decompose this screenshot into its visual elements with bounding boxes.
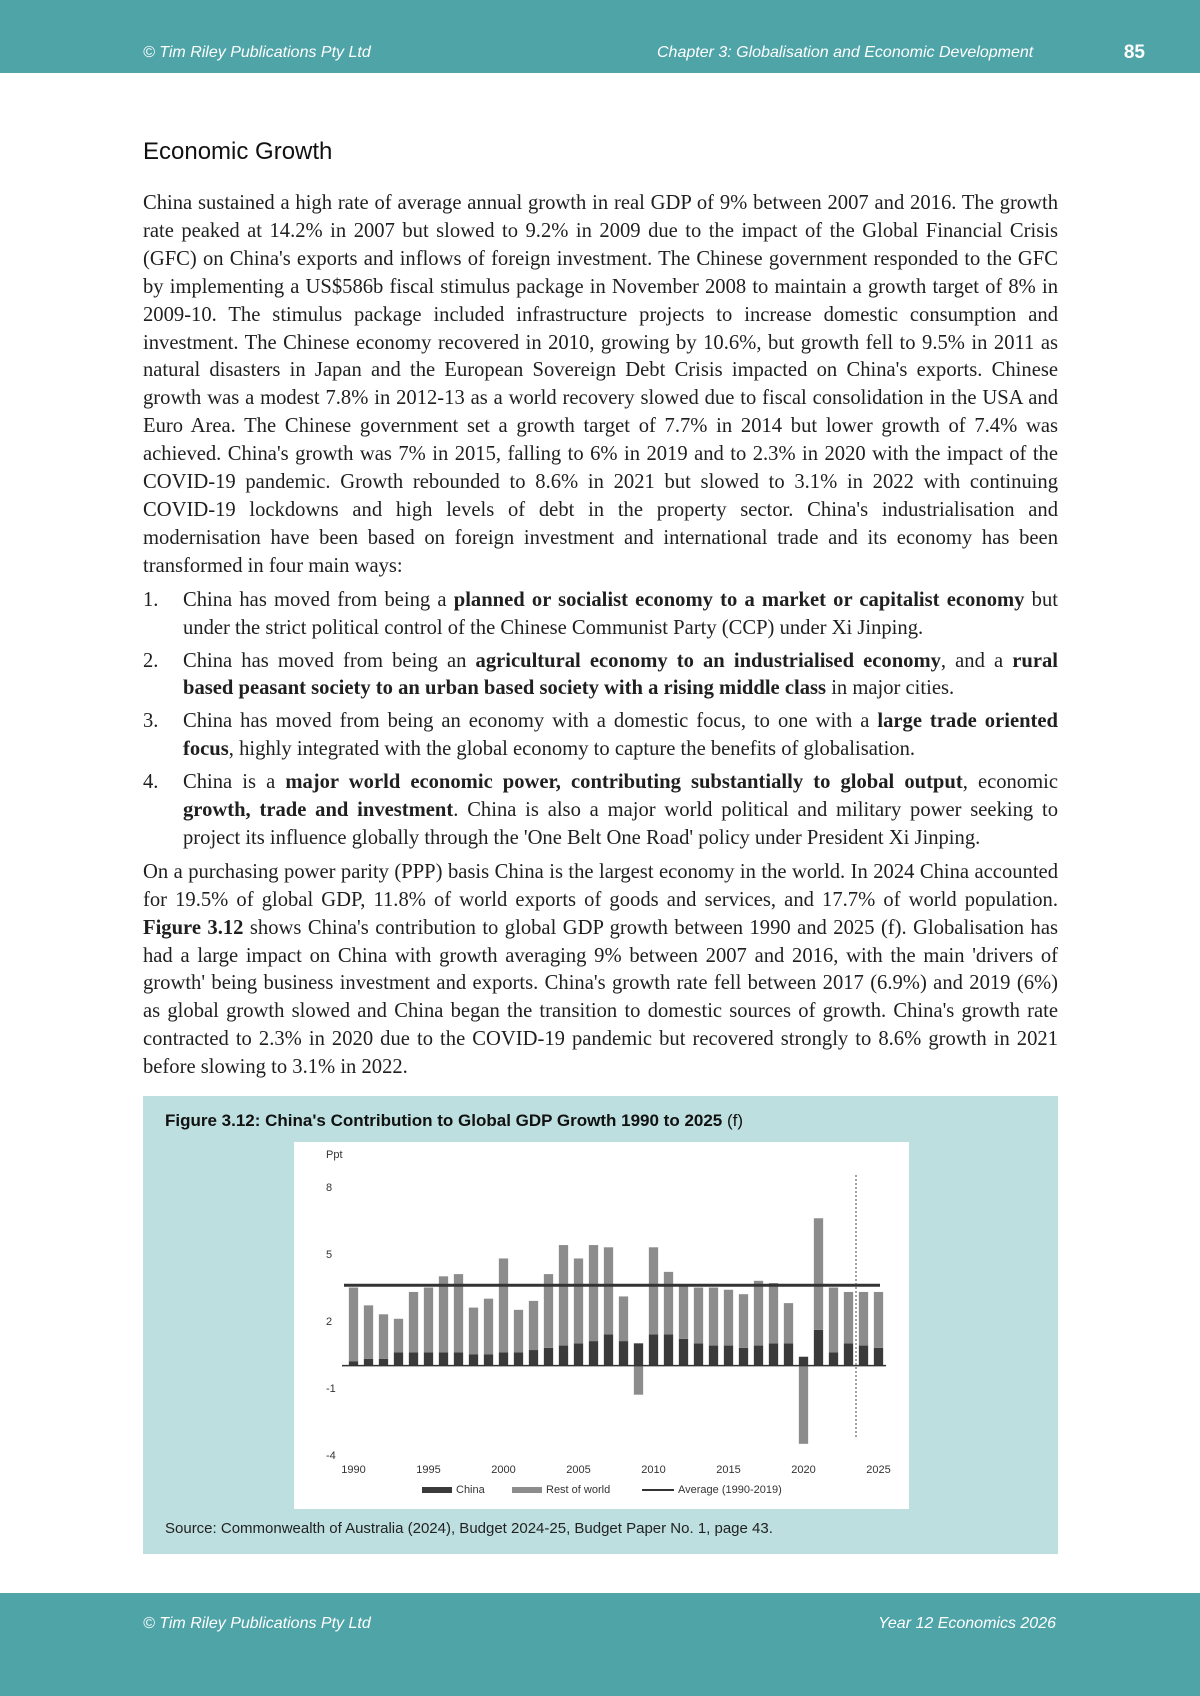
bar-china-2009 bbox=[634, 1343, 643, 1365]
bar-rest-of-world-2025 bbox=[874, 1292, 883, 1348]
bar-rest-of-world-1993 bbox=[394, 1319, 403, 1353]
legend-label-rest-of-world: Rest of world bbox=[546, 1484, 611, 1496]
list-bold-text: large trade oriented focus bbox=[183, 710, 1058, 761]
section-title: Economic Growth bbox=[143, 138, 333, 165]
list-number: 4. bbox=[143, 771, 159, 794]
bar-rest-of-world-1994 bbox=[409, 1292, 418, 1352]
list-bold-text: rural based peasant society to an urban based society with a rising middle class bbox=[183, 649, 1058, 700]
bar-rest-of-world-2009 bbox=[634, 1366, 643, 1395]
bar-rest-of-world-2016 bbox=[739, 1294, 748, 1348]
bar-rest-of-world-2001 bbox=[514, 1310, 523, 1352]
bar-rest-of-world-2015 bbox=[724, 1290, 733, 1346]
x-tick-label: 2010 bbox=[641, 1464, 666, 1476]
bar-rest-of-world-2023 bbox=[844, 1292, 853, 1343]
paragraph-text: On a purchasing power parity (PPP) basis China is the largest economy in the world. In 2024 China accounted for 19.5% of global GDP, 11.8% of world exports of goods and services, and 17.7% of world population. bbox=[143, 860, 1058, 911]
bar-china-2015 bbox=[724, 1346, 733, 1366]
footer-book: Year 12 Economics 2026 bbox=[878, 1615, 1056, 1632]
bar-rest-of-world-2005 bbox=[574, 1258, 583, 1343]
bar-rest-of-world-2011 bbox=[664, 1272, 673, 1335]
bar-china-2007 bbox=[604, 1334, 613, 1365]
bar-rest-of-world-2002 bbox=[529, 1301, 538, 1350]
bar-china-2008 bbox=[619, 1341, 628, 1366]
y-tick-label: 8 bbox=[326, 1182, 333, 1194]
list-item bbox=[143, 708, 1058, 764]
paragraph-1: China sustained a high rate of average annual growth in real GDP of 9% between 2007 and 2016. The growth rate peaked at 14.2% in 2007 but slowed to 9.2% in 2009 due to the impact of the Global Financial Crisis (GFC) on China's exports and inflows of foreign investment. The Chinese government responded to the GFC by implementing a US$586b fiscal stimulus package in November 2008 to maintain a growth target of 8% in 2009-10. The stimulus package included infrastructure projects to increase domestic consumption and investment. The Chinese economy recovered in 2010, growing by 10.6%, but growth fell to 9.5% in 2011 as natural disasters in Japan and the European Sovereign Debt Crisis impacted on China's exports. Chinese growth was a modest 7.8% in 2012-13 as a world recovery slowed due to fiscal consolidation in the USA and Euro Area. The Chinese government set a growth target of 7.7% in 2014 but lower growth of 7.4% was achieved. China's growth was 7% in 2015, falling to 6% in 2019 and to 2.3% in 2020 with the impact of the COVID-19 pandemic. Growth rebounded to 8.6% in 2021 but slowed to 3.1% in 2022 with continuing COVID-19 lockdowns and high levels of debt in the property sector. China's industrialisation and modernisation have been based on foreign investment and international trade and its economy has been transformed in four main ways: bbox=[143, 192, 1058, 577]
bar-china-2025 bbox=[874, 1348, 883, 1366]
legend-label-average: Average (1990-2019) bbox=[678, 1484, 782, 1496]
bar-rest-of-world-2017 bbox=[754, 1281, 763, 1346]
figure-reference: Figure 3.12 bbox=[143, 916, 244, 939]
list-text: but under the strict political control of the Chinese Communist Party (CCP) under Xi Jinping. bbox=[183, 588, 1058, 639]
bar-rest-of-world-1998 bbox=[469, 1308, 478, 1355]
page-number: 85 bbox=[1123, 42, 1145, 63]
list-text: China is a bbox=[183, 771, 286, 794]
bar-china-2021 bbox=[814, 1330, 823, 1366]
list-item bbox=[143, 648, 1058, 704]
x-tick-label: 2020 bbox=[791, 1464, 816, 1476]
bar-rest-of-world-2020 bbox=[799, 1366, 808, 1444]
page-footer bbox=[0, 1593, 1200, 1696]
list-text: China has moved from being a bbox=[183, 588, 454, 611]
bar-china-2016 bbox=[739, 1348, 748, 1366]
list-item bbox=[143, 769, 1058, 853]
bar-china-2002 bbox=[529, 1350, 538, 1366]
list-text: , and a bbox=[940, 649, 1013, 672]
legend-swatch-rest-of-world bbox=[512, 1487, 542, 1493]
list-bold-text: planned or socialist economy to a market or capitalist economy bbox=[453, 588, 1025, 611]
main-content bbox=[143, 138, 1058, 1082]
list-text: , economic bbox=[962, 771, 1058, 794]
list-number: 1. bbox=[143, 588, 159, 611]
bar-china-1993 bbox=[394, 1352, 403, 1365]
bar-china-2001 bbox=[514, 1352, 523, 1365]
bar-rest-of-world-2006 bbox=[589, 1245, 598, 1341]
list-text: in major cities. bbox=[826, 677, 955, 700]
bar-china-1998 bbox=[469, 1355, 478, 1366]
bar-china-2018 bbox=[769, 1343, 778, 1365]
bar-rest-of-world-2024 bbox=[859, 1292, 868, 1346]
bar-china-1999 bbox=[484, 1355, 493, 1366]
y-axis-label: Ppt bbox=[326, 1149, 343, 1161]
bar-rest-of-world-1991 bbox=[364, 1305, 373, 1359]
list-bold-text: major world economic power, contributing substantially to global output bbox=[285, 771, 963, 794]
bar-rest-of-world-2010 bbox=[649, 1247, 658, 1334]
list-text: China has moved from being an economy with a domestic focus, to one with a bbox=[183, 710, 878, 733]
x-tick-label: 2015 bbox=[716, 1464, 741, 1476]
bar-rest-of-world-2022 bbox=[829, 1288, 838, 1353]
bar-china-1994 bbox=[409, 1352, 418, 1365]
list-text: . China is also a major world political and military power seeking to project its influence globally through the 'One Belt One Road' policy under President Xi Jinping. bbox=[183, 799, 1058, 849]
bar-rest-of-world-2012 bbox=[679, 1285, 688, 1339]
bar-china-1991 bbox=[364, 1359, 373, 1366]
paragraph-2 bbox=[143, 859, 1058, 1082]
bar-rest-of-world-2019 bbox=[784, 1303, 793, 1343]
bar-china-1996 bbox=[439, 1352, 448, 1365]
bar-china-2022 bbox=[829, 1352, 838, 1365]
x-tick-label: 2025 bbox=[866, 1464, 891, 1476]
bar-china-2003 bbox=[544, 1348, 553, 1366]
bar-rest-of-world-1992 bbox=[379, 1314, 388, 1359]
bar-china-1997 bbox=[454, 1352, 463, 1365]
bar-china-2011 bbox=[664, 1334, 673, 1365]
figure-panel bbox=[143, 1096, 1058, 1554]
bar-china-2012 bbox=[679, 1339, 688, 1366]
bar-rest-of-world-2000 bbox=[499, 1258, 508, 1352]
bar-rest-of-world-2013 bbox=[694, 1288, 703, 1344]
transformation-list bbox=[143, 587, 1058, 853]
bar-china-2013 bbox=[694, 1343, 703, 1365]
bar-rest-of-world-2018 bbox=[769, 1283, 778, 1343]
x-tick-label: 1990 bbox=[341, 1464, 366, 1476]
x-tick-label: 2000 bbox=[491, 1464, 516, 1476]
bar-china-2017 bbox=[754, 1346, 763, 1366]
header-chapter: Chapter 3: Globalisation and Economic Development bbox=[657, 44, 1034, 61]
bar-china-2004 bbox=[559, 1346, 568, 1366]
bar-rest-of-world-2004 bbox=[559, 1245, 568, 1346]
bar-rest-of-world-2021 bbox=[814, 1218, 823, 1330]
x-tick-label: 2005 bbox=[566, 1464, 591, 1476]
x-tick-label: 1995 bbox=[416, 1464, 441, 1476]
bar-china-2000 bbox=[499, 1352, 508, 1365]
bar-rest-of-world-2014 bbox=[709, 1288, 718, 1346]
y-tick-label: -4 bbox=[326, 1450, 336, 1462]
bar-rest-of-world-1999 bbox=[484, 1299, 493, 1355]
figure-title-suffix: (f) bbox=[722, 1111, 744, 1130]
legend-swatch-china bbox=[422, 1487, 452, 1493]
footer-copyright: © Tim Riley Publications Pty Ltd bbox=[143, 1615, 371, 1632]
gdp-contribution-chart bbox=[294, 1142, 909, 1509]
bar-china-2019 bbox=[784, 1343, 793, 1365]
bar-china-2024 bbox=[859, 1346, 868, 1366]
paragraph-text: shows China's contribution to global GDP growth between 1990 and 2025 (f). Globalisation has had a large impact on China with growth averaging 9% between 2007 and 2016, with the main 'drivers of growth' being business investment and exports. China's growth rate fell between 2017 (6.9%) and 2019 (6%) as global growth slowed and China began the transition to domestic sources of growth. China's growth rate contracted to 2.3% in 2020 due to the COVID-19 pandemic but recovered strongly to 8.6% growth in 2021 before slowing to 3.1% in 2022. bbox=[143, 916, 1058, 1079]
list-number: 2. bbox=[143, 649, 159, 672]
list-item bbox=[143, 587, 1058, 643]
bar-rest-of-world-1990 bbox=[349, 1288, 358, 1362]
bar-rest-of-world-2008 bbox=[619, 1296, 628, 1341]
list-bold-text: agricultural economy to an industrialised economy bbox=[475, 649, 941, 672]
list-number: 3. bbox=[143, 710, 159, 733]
bar-china-2006 bbox=[589, 1341, 598, 1366]
legend-label-china: China bbox=[456, 1484, 485, 1496]
list-bold-text: growth, trade and investment bbox=[183, 799, 454, 822]
bar-china-2020 bbox=[799, 1357, 808, 1366]
bar-rest-of-world-2007 bbox=[604, 1247, 613, 1334]
bar-china-2005 bbox=[574, 1343, 583, 1365]
bar-rest-of-world-1996 bbox=[439, 1276, 448, 1352]
page-header bbox=[0, 0, 1200, 73]
bar-china-1992 bbox=[379, 1359, 388, 1366]
bar-china-2010 bbox=[649, 1334, 658, 1365]
y-tick-label: 5 bbox=[326, 1249, 333, 1261]
figure-source: Source: Commonwealth of Australia (2024), Budget 2024-25, Budget Paper No. 1, page 43. bbox=[165, 1520, 773, 1537]
bar-china-1995 bbox=[424, 1352, 433, 1365]
bar-china-2023 bbox=[844, 1343, 853, 1365]
header-copyright: © Tim Riley Publications Pty Ltd bbox=[143, 44, 371, 61]
figure-title bbox=[165, 1111, 743, 1131]
chart-container bbox=[294, 1142, 909, 1509]
bar-china-2014 bbox=[709, 1346, 718, 1366]
bar-rest-of-world-1995 bbox=[424, 1288, 433, 1353]
list-text: China has moved from being an bbox=[183, 649, 476, 672]
figure-title-bold: Figure 3.12: China's Contribution to Global GDP Growth 1990 to 2025 bbox=[165, 1111, 723, 1130]
y-tick-label: -1 bbox=[326, 1383, 336, 1395]
list-text: , highly integrated with the global economy to capture the benefits of globalisation. bbox=[228, 738, 916, 761]
y-tick-label: 2 bbox=[326, 1316, 333, 1328]
